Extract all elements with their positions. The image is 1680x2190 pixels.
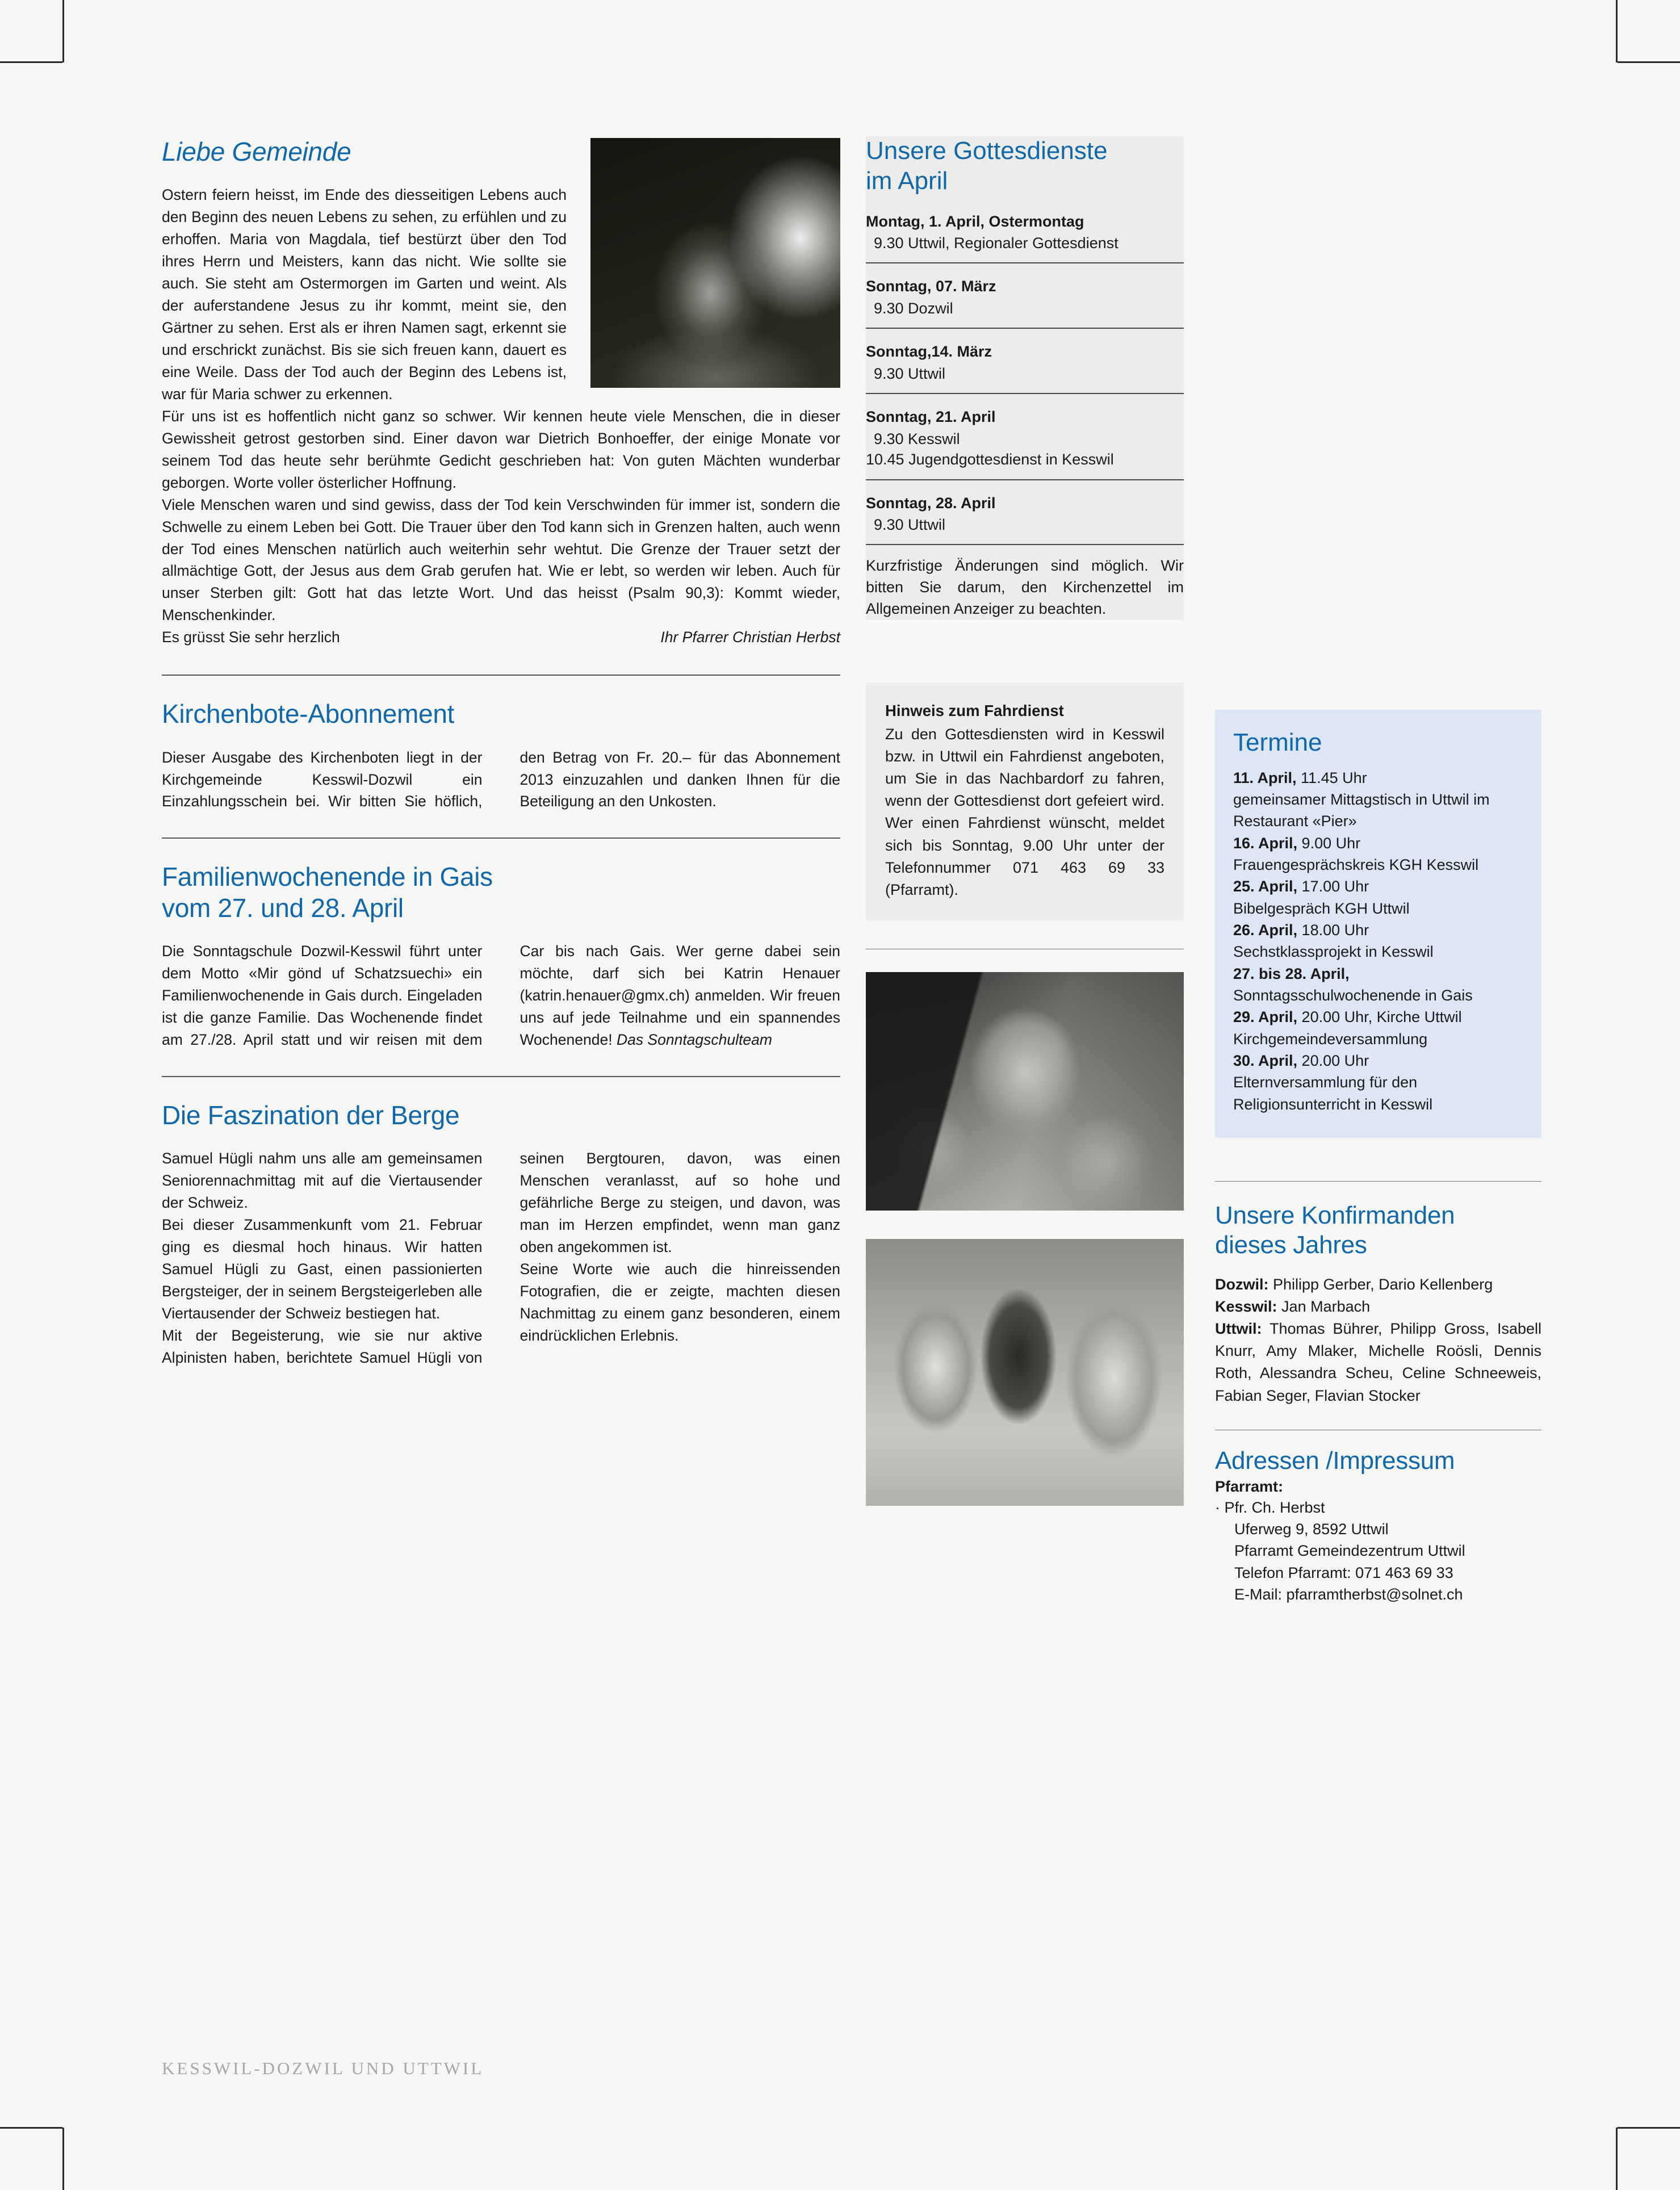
termine-date: 16. April, xyxy=(1233,834,1298,852)
faszination-title: Die Faszination der Berge xyxy=(162,1100,460,1130)
konfirmanden-title-line1: Unsere Konfirmanden xyxy=(1215,1201,1455,1230)
adressen-line: E-Mail: pfarramtherbst@solnet.ch xyxy=(1234,1585,1463,1603)
spacer-mid-2 xyxy=(866,1211,1184,1239)
termine-detail: Sonntagsschulwochenende in Gais xyxy=(1233,987,1473,1004)
service-item xyxy=(866,404,1184,480)
termine-detail: Bibelgespräch KGH Uttwil xyxy=(1233,899,1410,917)
spacer-mid-1 xyxy=(866,620,1184,682)
termine-time: 17.00 Uhr xyxy=(1297,878,1369,895)
faszination-body xyxy=(162,1148,840,1369)
abonnement-title: Kirchenbote-Abonnement xyxy=(162,699,455,729)
termine-detail: gemeinsamer Mittagstisch in Uttwil im Restaurant «Pier» xyxy=(1233,791,1490,830)
termine-time: 11.45 Uhr xyxy=(1296,769,1367,786)
fahrdienst-title: Hinweis zum Fahrdienst xyxy=(885,701,1064,719)
termine-entry xyxy=(1233,1050,1523,1115)
konfirmanden-title-line2: dieses Jahres xyxy=(1215,1230,1367,1259)
left-column xyxy=(162,136,840,1369)
termine-detail: Sechstklassprojekt in Kesswil xyxy=(1233,943,1434,961)
adressen-line: Uferweg 9, 8592 Uttwil xyxy=(1234,1520,1389,1538)
lead-closing xyxy=(162,626,840,648)
crop-mark-bottom-right-h xyxy=(1618,2127,1680,2129)
konfirmanden-section xyxy=(1215,1201,1541,1407)
termine-entry xyxy=(1233,1006,1523,1050)
familienwochenende-body xyxy=(162,940,840,1051)
termine-date: 26. April, xyxy=(1233,922,1298,939)
adressen-line: · Pfr. Ch. Herbst xyxy=(1215,1497,1541,1518)
abonnement-section xyxy=(162,698,840,813)
termine-date: 29. April, xyxy=(1233,1008,1298,1026)
termine-date: 27. bis 28. April, xyxy=(1233,965,1350,982)
adressen-line: Telefon Pfarramt: 071 463 69 33 xyxy=(1234,1564,1453,1581)
crop-mark-bottom-left-v xyxy=(62,2128,64,2190)
gottesdienste-title-line1: Unsere Gottesdienste xyxy=(866,137,1108,165)
service-item xyxy=(866,274,1184,329)
service-date: Montag, 1. April, Ostermontag xyxy=(866,212,1084,230)
service-item xyxy=(866,339,1184,394)
service-date: Sonntag, 28. April xyxy=(866,494,996,512)
termine-entry xyxy=(1233,767,1523,832)
termine-time: 18.00 Uhr xyxy=(1297,922,1369,939)
page-footer: KESSWIL-DOZWIL UND UTTWIL xyxy=(162,2058,484,2078)
konfirmanden-names: Jan Marbach xyxy=(1277,1298,1371,1315)
service-line: 9.30 Uttwil xyxy=(874,365,946,382)
adressen-title: Adressen /Impressum xyxy=(1215,1446,1455,1475)
konfirmanden-place: Dozwil: xyxy=(1215,1275,1269,1293)
faszination-paragraph-3: Mit der Begeisterung, wie sie nur aktive Alpinisten haben, berichtete Samuel Hügli von seinen Bergtouren, davon, was einen Menschen veranlasst, auf so hohe und gefährliche Berge zu steigen, und davon, was man im Herzen empfindet, wenn man ganz oben angekommen ist. xyxy=(162,1149,840,1366)
konfirmanden-names: Philipp Gerber, Dario Kellenberg xyxy=(1268,1275,1493,1293)
familienwochenende-text-span: Die Sonntagschule Dozwil-Kesswil führt unter dem Motto «Mir gönd uf Schatzsuechi» ein Familienwochenende in Gais durch. Eingeladen ist die ganze Familie. Das Wochenende findet am 27./28. April statt und wir reisen mit dem Car bis nach Gais. Wer gerne dabei sein möchte, darf sich bei Katrin Henauer (katrin.henauer@gmx.ch) anmelden. Wir freuen uns auf jede Teilnahme und ein spannendes Wochenende! xyxy=(162,942,840,1048)
service-line: 10.45 Jugendgottesdienst in Kesswil xyxy=(866,451,1114,468)
seniors-meeting-photo xyxy=(866,972,1184,1211)
adressen-section xyxy=(1215,1446,1541,1606)
adressen-line: Pfarramt Gemeindezentrum Uttwil xyxy=(1234,1542,1465,1560)
konfirmanden-group xyxy=(1215,1318,1541,1407)
termine-date: 25. April, xyxy=(1233,878,1298,895)
lead-article xyxy=(162,136,840,648)
konfirmanden-place: Uttwil: xyxy=(1215,1320,1262,1338)
termine-date: 30. April, xyxy=(1233,1052,1298,1070)
termine-time: 9.00 Uhr xyxy=(1297,834,1361,852)
familienwochenende-title xyxy=(162,861,840,923)
termine-time: 20.00 Uhr xyxy=(1297,1052,1369,1070)
service-line: 9.30 Uttwil xyxy=(874,516,946,533)
right-column xyxy=(1215,136,1541,1605)
termine-title: Termine xyxy=(1233,728,1322,756)
gottesdienste-note: Kurzfristige Änderungen sind möglich. Wir bitten Sie darum, den Kirchenzettel im Allgemeinen Anzeiger zu beachten. xyxy=(866,557,1184,617)
lead-article-title: Liebe Gemeinde xyxy=(162,137,351,166)
termine-entry xyxy=(1233,919,1523,963)
noli-me-tangere-image xyxy=(590,138,840,388)
service-line: 9.30 Uttwil, Regionaler Gottesdienst xyxy=(874,235,1118,252)
divider-after-familienwochenende xyxy=(162,1076,840,1077)
termine-box xyxy=(1215,710,1541,1138)
termine-entry xyxy=(1233,963,1523,1007)
konfirmanden-title xyxy=(1215,1201,1541,1260)
termine-detail: Elternversammlung für den Religionsunterricht in Kesswil xyxy=(1233,1074,1433,1113)
lead-paragraph-1: Ostern feiern heisst, im Ende des diesseitigen Lebens auch den Beginn des neuen Lebens zu sehen, zu erfühlen und zu erhoffen. Maria von Magdala, tief bestürzt über den Tod ihres Herrn und Meisters, kann das nicht. Wie sollte sie auch. Sie steht am Ostermorgen im Garten und weint. Als der auferstandene Jesus zu ihr kommt, meint sie, den Gärtner zu sehen. Erst als er ihren Namen sagt, erkennt sie und erschrickt zunächst. Bis sie sich freuen kann, dauert es eine Weile. Dass der Tod auch der Beginn des Lebens ist, war für Maria schwer zu erkennen. xyxy=(162,186,567,403)
fahrdienst-box xyxy=(866,682,1184,920)
lead-paragraph-2: Für uns ist es hoffentlich nicht ganz so schwer. Wir kennen heute viele Menschen, die in dieser Gewissheit getrost gestorben sind. Einer davon war Dietrich Bonhoeffer, der einige Monate vor seinem Tod das heute sehr berühmte Gedicht geschrieben hat: Von guten Mächten wunderbar geborgen. Worte voller österlicher Hoffnung. xyxy=(162,407,840,491)
konfirmanden-place: Kesswil: xyxy=(1215,1298,1277,1315)
crop-mark-bottom-left-h xyxy=(0,2127,62,2129)
service-item xyxy=(866,491,1184,546)
service-item xyxy=(866,209,1184,264)
service-date: Sonntag, 07. März xyxy=(866,278,996,295)
service-date: Sonntag,14. März xyxy=(866,343,992,361)
faszination-paragraph-1: Samuel Hügli nahm uns alle am gemeinsamen Seniorennachmittag mit auf die Viertausender der Schweiz. xyxy=(162,1149,483,1211)
service-date: Sonntag, 21. April xyxy=(866,408,996,426)
faszination-paragraph-2: Bei dieser Zusammenkunft vom 21. Februar ging es diesmal hoch hinaus. Wir hatten Samuel Hügli zu Gast, einen passionierten Bergsteiger, der in seinem Bergsteigerleben alle Viertausender der Schweiz bestiegen hat. xyxy=(162,1216,483,1322)
familienwochenende-text xyxy=(162,940,840,1051)
gottesdienste-title xyxy=(866,136,1184,196)
fahrdienst-text: Zu den Gottesdiensten wird in Kesswil bzw. in Uttwil ein Fahrdienst angeboten, um Sie in das Nachbardorf zu fahren, wenn der Gottesdienst dort gefeiert wird. Wer einen Fahrdienst wünscht, meldet sich bis Sonntag, 9.00 Uhr unter der Telefonnummer 071 463 69 33 (Pfarramt). xyxy=(885,725,1164,898)
newsletter-page xyxy=(162,136,1541,2027)
termine-date: 11. April, xyxy=(1233,769,1297,786)
service-line: 9.30 Dozwil xyxy=(874,299,953,317)
lead-paragraph-3: Viele Menschen waren und sind gewiss, dass der Tod kein Verschwinden für immer ist, sondern die Schwelle zu einem Leben bei Gott. Die Trauer über den Tod kann sich in Grenzen halten, auch wenn der Tod eines Menschen natürlich auch weiterhin sehr wehtut. Die Grenze der Trauer setzt der allmächtige Gott, der Jesus aus dem Grab gerufen hat. Wie er lebt, so werden wir leben. Auch für unser Sterben gilt: Gott hat das letzte Wort. Und das heisst (Psalm 90,3): Kommt wieder, Menschenkinder. xyxy=(162,496,840,624)
faszination-section xyxy=(162,1100,840,1369)
handing-leaflet-photo xyxy=(866,1239,1184,1506)
abonnement-body xyxy=(162,747,840,813)
gottesdienste-title-line2: im April xyxy=(866,166,948,195)
crop-mark-top-right-v xyxy=(1616,0,1618,62)
termine-detail: Kirchgemeindeversammlung xyxy=(1233,1030,1428,1048)
spacer-right-1 xyxy=(1215,136,1541,710)
familienwochenende-title-line1: Familienwochenende in Gais xyxy=(162,862,493,892)
familienwochenende-section xyxy=(162,861,840,1050)
lead-signature: Ihr Pfarrer Christian Herbst xyxy=(660,629,840,646)
gottesdienste-box xyxy=(866,136,1184,620)
termine-time: 20.00 Uhr, Kirche Uttwil xyxy=(1297,1008,1462,1026)
familienwochenende-signature: Das Sonntagschulteam xyxy=(616,1031,772,1048)
familienwochenende-title-line2: vom 27. und 28. April xyxy=(162,893,404,923)
konfirmanden-group xyxy=(1215,1296,1541,1318)
termine-entry xyxy=(1233,832,1523,876)
termine-detail: Frauengesprächskreis KGH Kesswil xyxy=(1233,856,1479,874)
middle-column xyxy=(866,136,1184,1506)
divider-right-1 xyxy=(1215,1181,1541,1182)
lead-closing-text: Es grüsst Sie sehr herzlich xyxy=(162,629,340,646)
crop-mark-bottom-right-v xyxy=(1616,2128,1618,2190)
konfirmanden-names: Thomas Bührer, Philipp Gross, Isabell Knurr, Amy Mlaker, Michelle Roösli, Dennis Roth, Alessandra Scheu, Celine Schneeweis, Fabian Seger, Flavian Stocker xyxy=(1215,1320,1541,1404)
faszination-paragraph-4: Seine Worte wie auch die hinreissenden Fotografien, die er zeigte, machten diesen Nachmittag zu einem ganz besonderen, einem eindrücklichen Erlebnis. xyxy=(519,1260,840,1344)
adressen-subtitle: Pfarramt: xyxy=(1215,1477,1284,1495)
divider-after-abonnement xyxy=(162,838,840,839)
service-line: 9.30 Kesswil xyxy=(874,430,960,447)
divider-after-lead xyxy=(162,675,840,676)
abonnement-text: Dieser Ausgabe des Kirchenboten liegt in der Kirchgemeinde Kesswil-Dozwil ein Einzahlungsschein bei. Wir bitten Sie höflich, den Betrag von Fr. 20.– für das Abonnement 2013 einzuzahlen und danken Ihnen für die Beteiligung an den Unkosten. xyxy=(162,748,840,810)
crop-mark-top-left-h xyxy=(0,61,62,63)
konfirmanden-group xyxy=(1215,1274,1541,1296)
crop-mark-top-right-h xyxy=(1618,61,1680,63)
termine-entry xyxy=(1233,876,1523,919)
crop-mark-top-left-v xyxy=(62,0,64,62)
